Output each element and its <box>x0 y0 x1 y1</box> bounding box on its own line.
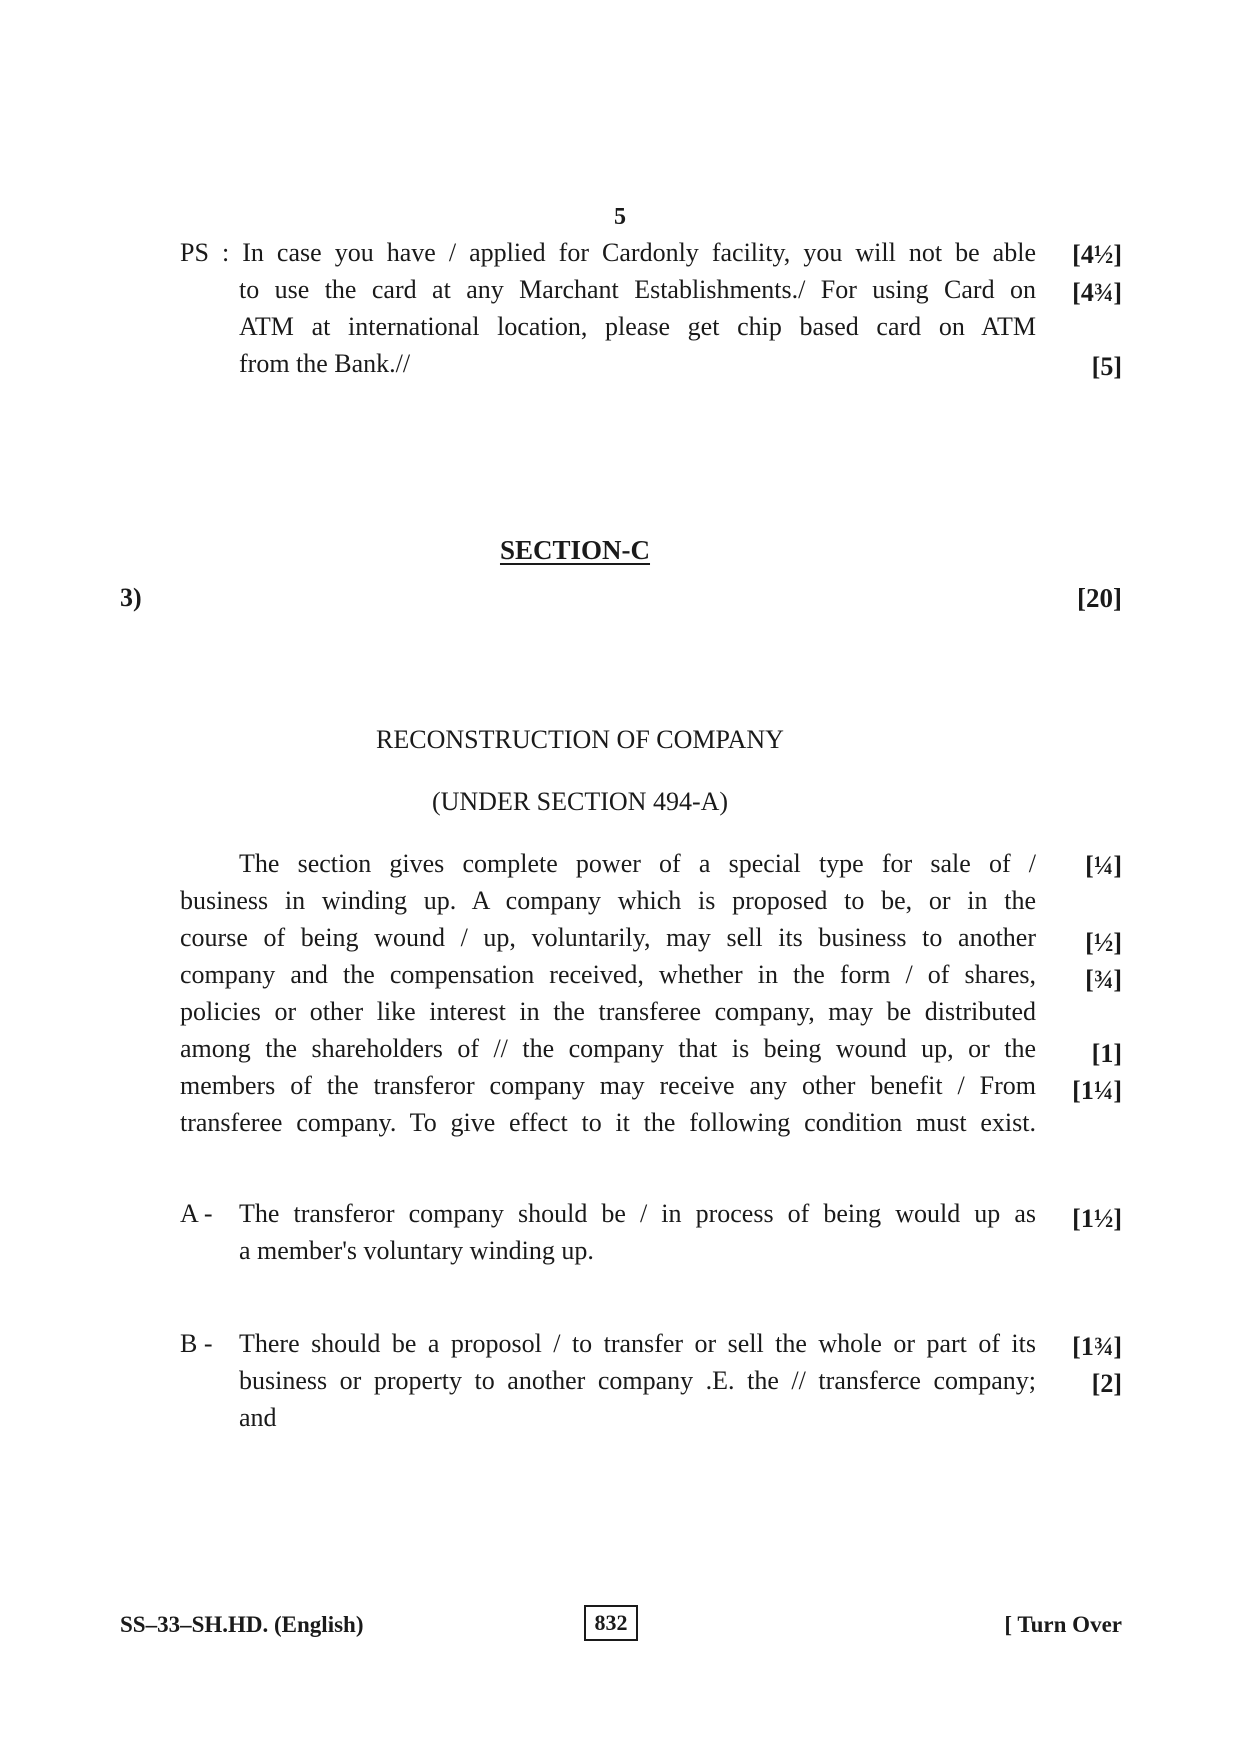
paragraph-mark-4: [1] <box>1091 1039 1122 1068</box>
paragraph-mark-5: [1¼] <box>1072 1076 1122 1105</box>
footer-code: SS–33–SH.HD. (English) <box>120 1612 364 1637</box>
condition-b-mark-1: [1¾] <box>1072 1332 1122 1361</box>
condition-b-line-2: business or property to another company .E. the // transferce company; <box>239 1366 1036 1395</box>
ps-line-2: to use the card at any Marchant Establishments./ For using Card on <box>239 275 1036 304</box>
condition-b-mark-2: [2] <box>1091 1369 1122 1398</box>
condition-b-text <box>239 1325 1036 1436</box>
heading-subtitle: (UNDER SECTION 494-A) <box>431 787 729 816</box>
paragraph-line-5: policies or other like interest in the transferee company, may be distributed <box>180 997 1036 1026</box>
ps-mark-3: [5] <box>1091 352 1122 381</box>
question-number: 3) <box>120 583 142 612</box>
condition-a-line-1: The transferor company should be / in process of being would up as <box>239 1199 1036 1228</box>
condition-a-label: A - <box>180 1199 213 1228</box>
paragraph-line-4: company and the compensation received, whether in the form / of shares, <box>180 960 1036 989</box>
paragraph-mark-3: [¾] <box>1085 965 1122 994</box>
paragraph-mark-2: [½] <box>1085 928 1122 957</box>
condition-b-label: B - <box>180 1329 213 1358</box>
ps-mark-2: [4¾] <box>1072 278 1122 307</box>
condition-a-mark-1: [1½] <box>1072 1204 1122 1233</box>
main-paragraph <box>180 845 1036 1141</box>
paragraph-line-2: business in winding up. A company which is proposed to be, or in the <box>180 886 1036 915</box>
condition-b-line-1: There should be a proposol / to transfer or sell the whole or part of its <box>239 1329 1036 1358</box>
page-number: 5 <box>614 204 626 230</box>
heading-title: RECONSTRUCTION OF COMPANY <box>376 725 784 754</box>
question-marks: [20] <box>1077 583 1122 613</box>
section-title: SECTION-C <box>499 535 651 565</box>
footer-turn-over: [ Turn Over <box>1004 1612 1122 1637</box>
paragraph-line-8: transferee company. To give effect to it the following condition must exist. <box>180 1108 1036 1137</box>
paragraph-line-6: among the shareholders of // the company that is being wound up, or the <box>180 1034 1036 1063</box>
ps-line-3: ATM at international location, please get chip based card on ATM <box>239 312 1036 341</box>
paragraph-line-1: The section gives complete power of a special type for sale of / <box>239 849 1036 878</box>
paragraph-line-7: members of the transferor company may receive any other benefit / From <box>180 1071 1036 1100</box>
ps-block <box>180 234 1036 382</box>
ps-line-4: from the Bank.// <box>239 349 411 378</box>
condition-a-text <box>239 1195 1036 1269</box>
footer-page-box: 832 <box>584 1605 638 1641</box>
ps-line-1: PS : In case you have / applied for Cardonly facility, you will not be able <box>180 238 1036 267</box>
condition-a-line-2: a member's voluntary winding up. <box>239 1236 594 1265</box>
paragraph-mark-1: [¼] <box>1085 851 1122 880</box>
paragraph-line-3: course of being wound / up, voluntarily, may sell its business to another <box>180 923 1036 952</box>
ps-mark-1: [4½] <box>1072 240 1122 269</box>
condition-b-line-3: and <box>239 1403 277 1432</box>
